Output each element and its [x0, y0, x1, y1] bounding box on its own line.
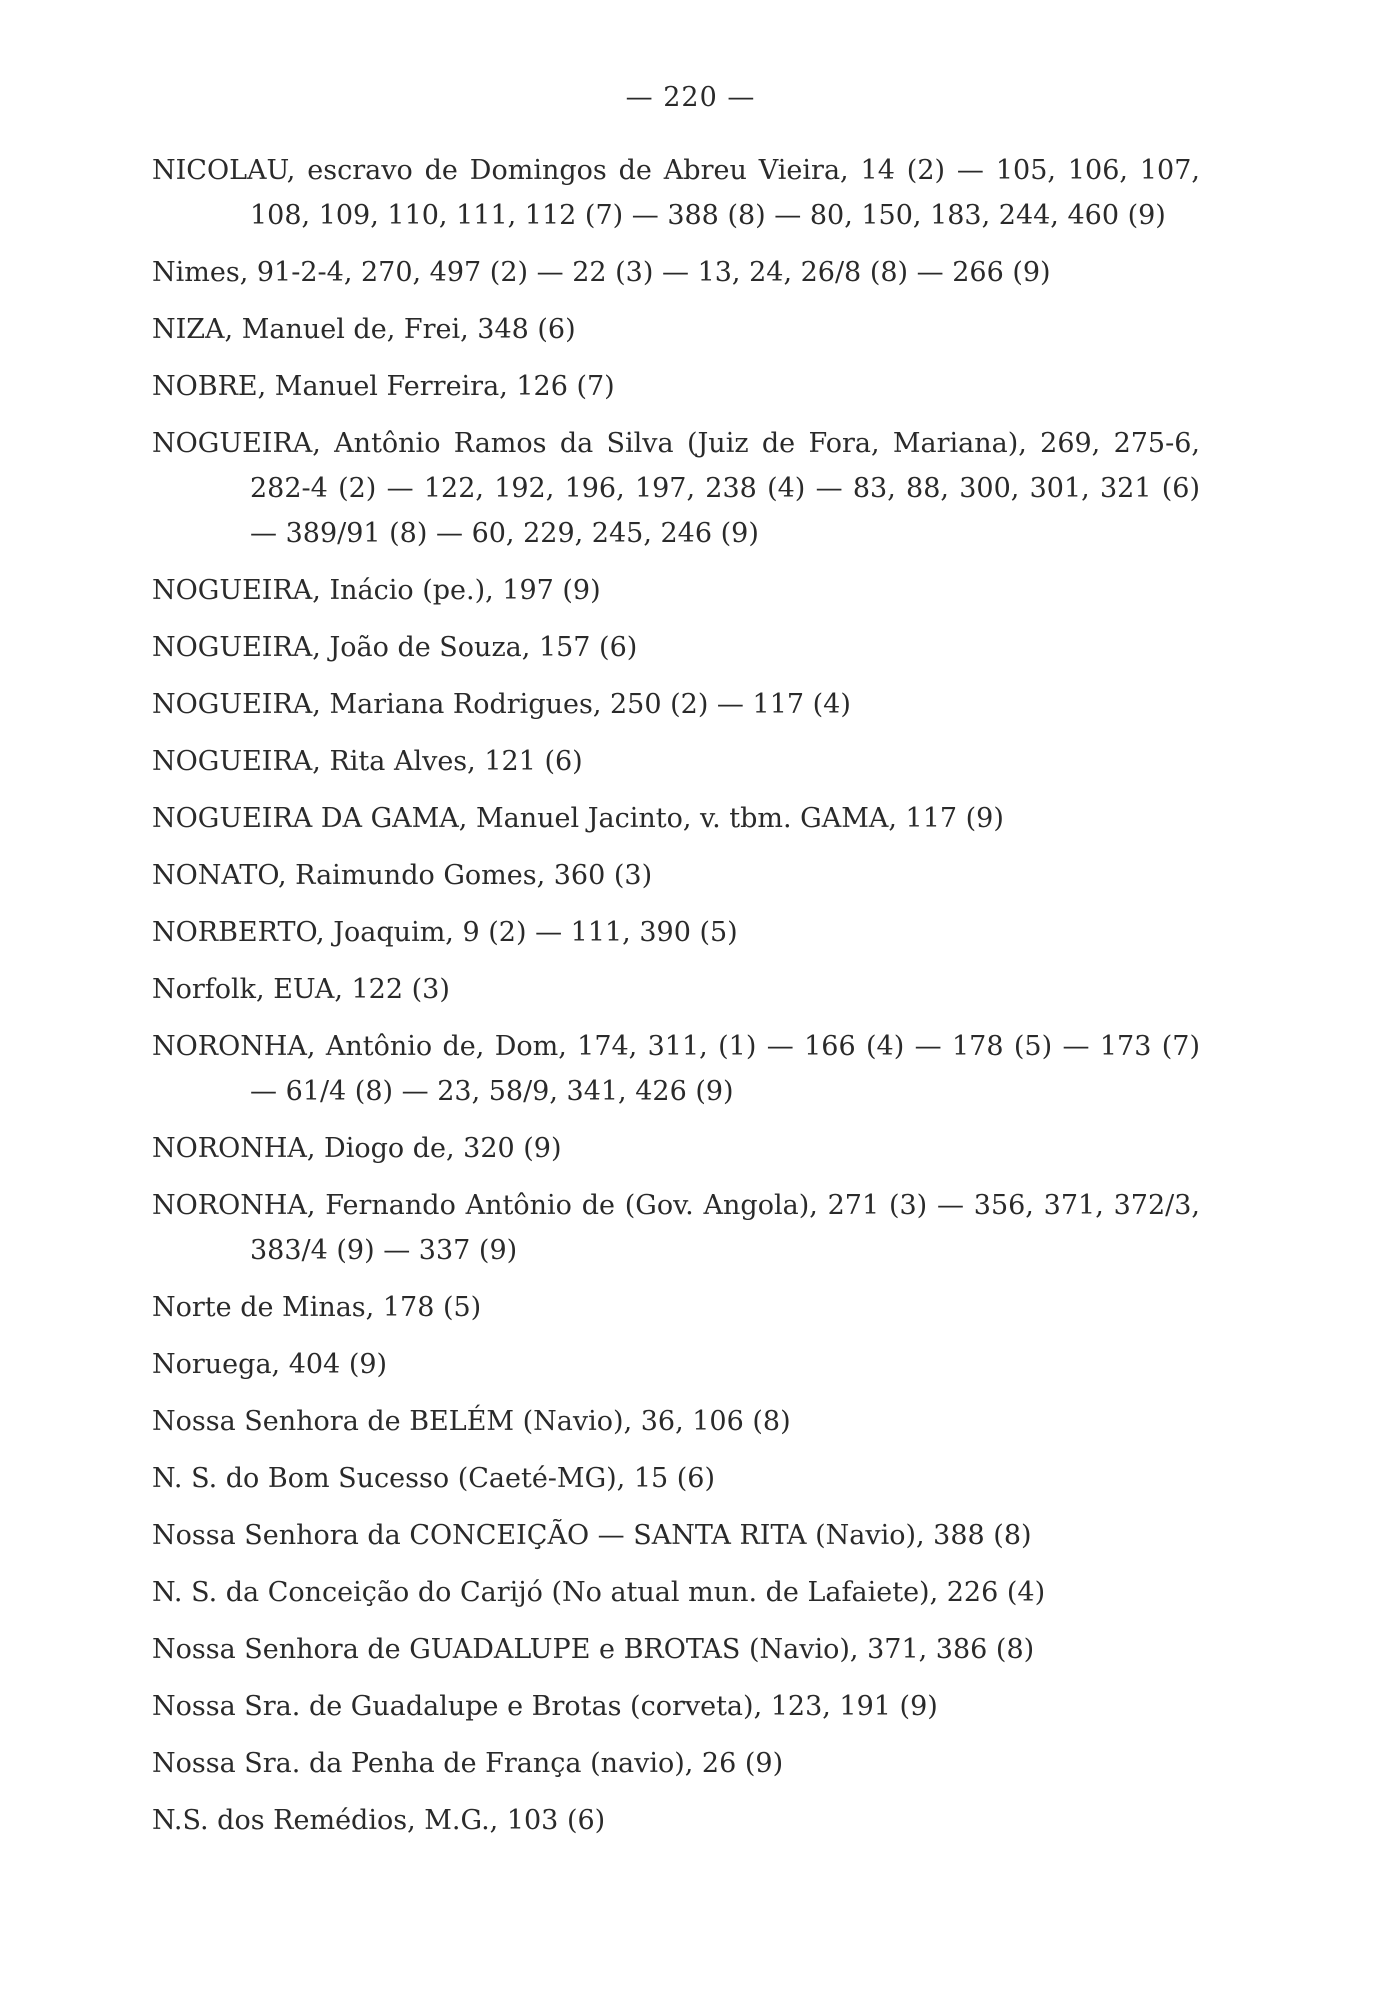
index-entry: NORONHA, Antônio de, Dom, 174, 311, (1) — 166 (4) — 178 (5) — 173 (7) — 61/4 (8) — 23, 58/9, 341, 426 (9) — [152, 1031, 1200, 1107]
index-entry: NOGUEIRA, Mariana Rodrigues, 250 (2) — 117 (4) — [152, 689, 851, 720]
index-entry: Nossa Sra. da Penha de França (navio), 26 (9) — [152, 1748, 784, 1779]
page-number: — 220 — — [625, 82, 756, 113]
index-entry: NOGUEIRA, Antônio Ramos da Silva (Juiz de Fora, Mariana), 269, 275-6, 282-4 (2) — 122, 192, 196, 197, 238 (4) — 83, 88, 300, 301, 321 (6) — 389/91 (8) — 60, 229, 245, 246 (9) — [152, 428, 1200, 549]
index-entry: NORONHA, Diogo de, 320 (9) — [152, 1133, 562, 1164]
index-entry: NOGUEIRA, Rita Alves, 121 (6) — [152, 746, 583, 777]
index-entry: NONATO, Raimundo Gomes, 360 (3) — [152, 860, 653, 891]
index-entry: N. S. do Bom Sucesso (Caeté-MG), 15 (6) — [152, 1463, 716, 1494]
index-entry: N.S. dos Remédios, M.G., 103 (6) — [152, 1805, 606, 1836]
index-entry: Norte de Minas, 178 (5) — [152, 1292, 482, 1323]
index-entry: NORBERTO, Joaquim, 9 (2) — 111, 390 (5) — [152, 917, 738, 948]
index-entry: Norfolk, EUA, 122 (3) — [152, 974, 450, 1005]
index-entries — [152, 148, 1200, 1855]
index-entry: N. S. da Conceição do Carijó (No atual mun. de Lafaiete), 226 (4) — [152, 1577, 1046, 1608]
index-entry: NOGUEIRA, João de Souza, 157 (6) — [152, 632, 638, 663]
index-entry: Nossa Senhora de GUADALUPE e BROTAS (Navio), 371, 386 (8) — [152, 1634, 1035, 1665]
index-entry: NIZA, Manuel de, Frei, 348 (6) — [152, 314, 576, 345]
index-entry: Nossa Sra. de Guadalupe e Brotas (corveta), 123, 191 (9) — [152, 1691, 938, 1722]
index-entry: NOBRE, Manuel Ferreira, 126 (7) — [152, 371, 615, 402]
index-entry: Noruega, 404 (9) — [152, 1349, 388, 1380]
index-entry: NICOLAU, escravo de Domingos de Abreu Vieira, 14 (2) — 105, 106, 107, 108, 109, 110, 111, 112 (7) — 388 (8) — 80, 150, 183, 244, 460 (9) — [152, 155, 1200, 231]
index-entry: NOGUEIRA DA GAMA, Manuel Jacinto, v. tbm. GAMA, 117 (9) — [152, 803, 1004, 834]
index-entry: NORONHA, Fernando Antônio de (Gov. Angola), 271 (3) — 356, 371, 372/3, 383/4 (9) — 337 (9) — [152, 1190, 1200, 1266]
index-entry: NOGUEIRA, Inácio (pe.), 197 (9) — [152, 575, 601, 606]
index-entry: Nossa Senhora de BELÉM (Navio), 36, 106 (8) — [152, 1406, 791, 1437]
index-entry: Nimes, 91-2-4, 270, 497 (2) — 22 (3) — 13, 24, 26/8 (8) — 266 (9) — [152, 257, 1051, 288]
index-entry: Nossa Senhora da CONCEIÇÃO — SANTA RITA (Navio), 388 (8) — [152, 1520, 1032, 1551]
